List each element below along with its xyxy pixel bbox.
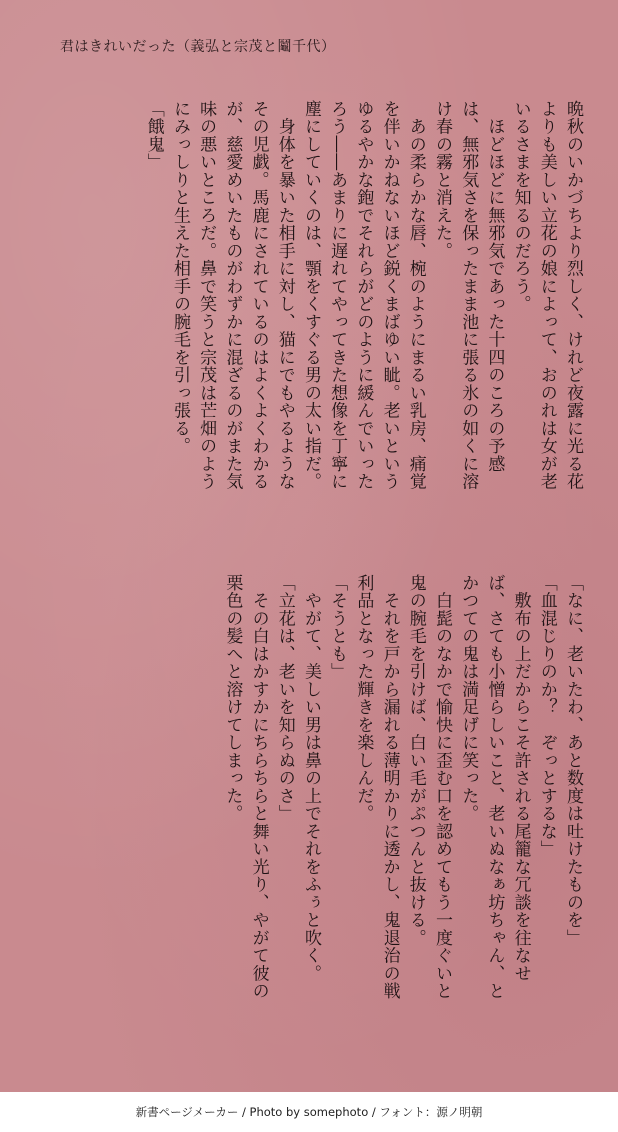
paragraph: 晩秋のいかづちより烈しく、けれど夜露に光る花よりも美しい立花の娘によって、おのれは女が老いるさまを知るのだろう。 (510, 100, 583, 491)
paragraph: 「そうとも」 (327, 574, 348, 681)
paragraph: 敷布の上だからこそ許される尾籠な冗談を往なせば、さても小憎らしいこと、老いぬなぁ坊ちゃん、とかつての鬼は満足げに笑った。 (458, 574, 531, 1000)
paragraph: あの柔らかな唇、椀のようにまるい乳房、痛覚を伴いかねないほど鋭くまばゆい眦。老いというゆるやかな鉋でそれらがどのように緩んでいったろう――あまりに遅れてやってきた想像を丁寧に塵にしていくのは、顎をくすぐる男の太い指だ。 (300, 100, 426, 491)
paragraph: 「血混じりのか？ ぞっとするな」 (536, 574, 557, 858)
paragraph: 「なに、老いたわ、あと数度は吐けたものを」 (563, 574, 583, 947)
paragraph: その白はかすかにちらちらと舞い光り、やがて彼の栗色の髪へと溶けてしまった。 (222, 574, 269, 1000)
paragraph: それを戸から漏れる薄明かりに透かし、鬼退治の戦利品となった輝きを楽しんだ。 (353, 574, 400, 1000)
text-block-upper (141, 100, 586, 500)
footer-credit: 新書ページメーカー / Photo by somephoto / フォント：源ノ明朝 (0, 1092, 618, 1132)
paragraph: やがて、美しい男は鼻の上でそれをふぅと吹く。 (300, 574, 321, 983)
paragraph: 「立花は、老いを知らぬのさ」 (274, 574, 295, 823)
paragraph: 「餓鬼」 (143, 100, 164, 171)
paragraph: 身体を暴いた相手に対し、猫にでもやるようなその児戯。馬鹿にされているのはよくよくわかるが、慈愛めいたものがわずかに混ざるのがまた気味の悪いところだ。鼻で笑うと宗茂は芒畑のようにみっしりと生えた相手の腕毛を引っ張る。 (169, 100, 295, 491)
text-block-lower (219, 574, 586, 1014)
document-title: 君はきれいだった（義弘と宗茂と鬮千代） (60, 39, 336, 55)
paragraph: ほどほどに無邪気であった十四のころの予感は、無邪気さを保ったまま池に張る氷の如くに溶け春の霧と消えた。 (431, 100, 505, 491)
paragraph: 白髭のなかで愉快に歪む口を認めてもう一度ぐいと鬼の腕毛を引けば、白い毛がぷつんと抜ける。 (405, 574, 452, 1000)
